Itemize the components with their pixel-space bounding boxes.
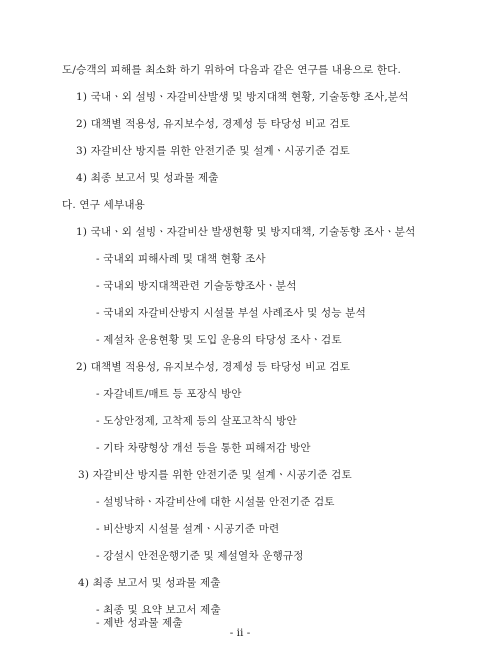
section-4-item: - 최종 및 요약 보고서 제출 <box>96 604 221 616</box>
section-2-title: 2) 대책별 적용성, 유지보수성, 경제성 등 타당성 비교 검토 <box>76 361 351 373</box>
section-1-item: - 제설차 운용현황 및 도입 운용의 타당성 조사ㆍ검토 <box>96 334 342 346</box>
section-3-item: - 비산방지 시설물 설계ㆍ시공기준 마련 <box>96 523 280 535</box>
section-2-item: - 자갈네트/매트 등 포장식 방안 <box>96 388 242 400</box>
section-1-title: 1) 국내ㆍ외 설빙ㆍ자갈비산 발생현황 및 방지대책, 기술동향 조사ㆍ분석 <box>76 226 416 238</box>
section-3-item: - 강설시 안전운행기준 및 제설열차 운행규정 <box>96 550 304 562</box>
section-2-item: - 기타 차량형상 개선 등을 통한 피해저감 방안 <box>96 442 311 454</box>
section-3-item: - 설빙낙하ㆍ자갈비산에 대한 시설물 안전기준 검토 <box>96 496 335 508</box>
intro-line: 도/승객의 피해를 최소화 하기 위하여 다음과 같은 연구를 내용으로 한다. <box>62 64 402 76</box>
page-number: - ii - <box>229 627 251 639</box>
section-1-item: - 국내외 피해사례 및 대책 현황 조사 <box>96 253 266 265</box>
overview-item-2: 2) 대책별 적용성, 유지보수성, 경제성 등 타당성 비교 검토 <box>76 118 351 130</box>
detail-heading: 다. 연구 세부내용 <box>62 199 146 211</box>
section-1-item: - 국내외 방지대책관련 기술동향조사ㆍ분석 <box>96 280 297 292</box>
section-3-title: 3) 자갈비산 방지를 위한 안전기준 및 설계ㆍ시공기준 검토 <box>78 469 352 481</box>
section-1-item: - 국내외 자갈비산방지 시설물 부설 사례조사 및 성능 분석 <box>96 307 366 319</box>
overview-item-4: 4) 최종 보고서 및 성과물 제출 <box>76 172 219 184</box>
section-4-item: - 제반 성과물 제출 <box>96 617 183 629</box>
section-2-item: - 도상안정제, 고착제 등의 살포고착식 방안 <box>96 415 297 427</box>
overview-item-3: 3) 자갈비산 방지를 위한 안전기준 및 설계ㆍ시공기준 검토 <box>76 145 350 157</box>
overview-item-1: 1) 국내ㆍ외 설빙ㆍ자갈비산발생 및 방지대책 현황, 기술동향 조사,분석 <box>76 91 409 103</box>
section-4-title: 4) 최종 보고서 및 성과물 제출 <box>78 577 221 589</box>
